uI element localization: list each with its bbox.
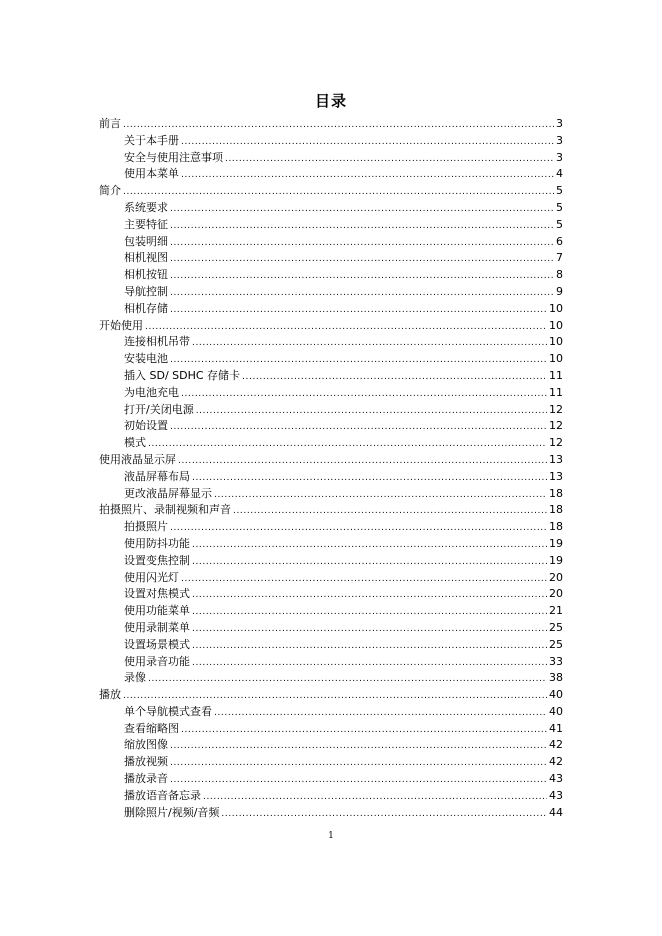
toc-subentry[interactable] <box>99 133 563 150</box>
toc-dot-leader <box>170 772 547 789</box>
toc-dot-leader <box>170 285 554 302</box>
toc-dot-leader <box>192 470 547 487</box>
toc-dot-leader <box>170 268 554 285</box>
toc-entry-page: 10 <box>549 301 563 315</box>
toc-dot-leader <box>181 134 554 151</box>
toc-dot-leader <box>170 738 547 755</box>
toc-subentry[interactable] <box>99 670 563 687</box>
toc-subentry[interactable] <box>99 788 563 805</box>
toc-subentry[interactable] <box>99 570 563 587</box>
toc-entry-page: 41 <box>549 721 563 735</box>
table-of-contents <box>99 116 563 821</box>
toc-entry-label: 录像 <box>124 671 146 685</box>
toc-entry-page: 43 <box>549 788 563 802</box>
toc-entry-label: 系统要求 <box>124 200 168 214</box>
toc-entry-label: 播放视频 <box>124 755 168 769</box>
toc-subentry[interactable] <box>99 704 563 721</box>
toc-dot-leader <box>192 655 547 672</box>
toc-subentry[interactable] <box>99 553 563 570</box>
toc-subentry[interactable] <box>99 402 563 419</box>
toc-entry-page: 11 <box>549 385 563 399</box>
toc-entry-page: 5 <box>556 217 563 231</box>
toc-entry-label: 单个导航模式查看 <box>124 704 212 718</box>
toc-entry-label: 删除照片/视频/音频 <box>124 805 220 819</box>
toc-subentry[interactable] <box>99 385 563 402</box>
toc-entry-page: 25 <box>549 637 563 651</box>
toc-entry-page: 4 <box>556 167 563 181</box>
toc-entry-page: 10 <box>549 318 563 332</box>
toc-entry-page: 3 <box>556 133 563 147</box>
toc-entry-label: 安装电池 <box>124 352 168 366</box>
toc-entry-page: 38 <box>549 671 563 685</box>
toc-entry-label: 导航控制 <box>124 284 168 298</box>
toc-entry-label: 插入 SD/ SDHC 存储卡 <box>124 368 241 382</box>
toc-entry-label: 查看缩略图 <box>124 721 179 735</box>
toc-dot-leader <box>181 167 554 184</box>
toc-entry-label: 初始设置 <box>124 419 168 433</box>
toc-dot-leader <box>148 671 547 688</box>
toc-subentry[interactable] <box>99 805 563 822</box>
toc-entry-label: 包装明细 <box>124 234 168 248</box>
toc-dot-leader <box>170 352 547 369</box>
toc-entry-page: 12 <box>549 436 563 450</box>
toc-entry-label: 为电池充电 <box>124 385 179 399</box>
toc-entry-label: 开始使用 <box>99 318 143 332</box>
toc-entry-label: 安全与使用注意事项 <box>124 150 223 164</box>
toc-entry-page: 9 <box>556 284 563 298</box>
toc-dot-leader <box>225 151 554 168</box>
toc-entry-page: 7 <box>556 251 563 265</box>
toc-entry-label: 使用本菜单 <box>124 167 179 181</box>
toc-entry-label: 相机按钮 <box>124 268 168 282</box>
toc-subentry[interactable] <box>99 334 563 351</box>
toc-dot-leader <box>170 201 554 218</box>
toc-entry-page: 13 <box>549 469 563 483</box>
toc-entry-label: 拍摄照片、录制视频和声音 <box>99 503 231 517</box>
toc-dot-leader <box>233 503 547 520</box>
toc-subentry[interactable] <box>99 200 563 217</box>
toc-subentry[interactable] <box>99 536 563 553</box>
toc-entry[interactable] <box>99 318 563 335</box>
toc-entry-label: 前言 <box>99 117 121 130</box>
toc-entry-page: 18 <box>549 486 563 500</box>
toc-dot-leader <box>192 537 547 554</box>
toc-entry-page: 40 <box>549 704 563 718</box>
toc-entry-page: 6 <box>556 234 563 248</box>
toc-entry-label: 主要特征 <box>124 217 168 231</box>
toc-entry-page: 20 <box>549 570 563 584</box>
toc-subentry[interactable] <box>99 603 563 620</box>
toc-dot-leader <box>214 705 547 722</box>
toc-entry-label: 液晶屏幕布局 <box>124 469 190 483</box>
toc-subentry[interactable] <box>99 150 563 167</box>
toc-dot-leader <box>148 436 547 453</box>
toc-entry-label: 相机存储 <box>124 301 168 315</box>
toc-subentry[interactable] <box>99 654 563 671</box>
toc-entry-label: 使用防抖功能 <box>124 536 190 550</box>
toc-entry-label: 使用闪光灯 <box>124 570 179 584</box>
toc-dot-leader <box>123 688 547 705</box>
toc-entry-page: 18 <box>549 503 563 517</box>
toc-dot-leader <box>203 789 547 806</box>
toc-dot-leader <box>192 554 547 571</box>
toc-entry-label: 关于本手册 <box>124 133 179 147</box>
toc-entry-page: 21 <box>549 604 563 618</box>
toc-subentry[interactable] <box>99 637 563 654</box>
toc-entry-label: 设置变焦控制 <box>124 553 190 567</box>
toc-entry-label: 更改液晶屏幕显示 <box>124 486 212 500</box>
toc-subentry[interactable] <box>99 737 563 754</box>
toc-subentry[interactable] <box>99 519 563 536</box>
toc-subentry[interactable] <box>99 368 563 385</box>
toc-dot-leader <box>170 251 554 268</box>
toc-dot-leader <box>181 386 547 403</box>
toc-entry-label: 使用功能菜单 <box>124 604 190 618</box>
toc-entry-label: 打开/关闭电源 <box>124 402 194 416</box>
toc-dot-leader <box>192 621 547 638</box>
toc-entry-page: 12 <box>549 419 563 433</box>
toc-dot-leader <box>221 806 547 823</box>
toc-subentry[interactable] <box>99 771 563 788</box>
toc-subentry[interactable] <box>99 586 563 603</box>
toc-dot-leader <box>170 755 547 772</box>
toc-dot-leader <box>214 487 547 504</box>
toc-subentry[interactable] <box>99 284 563 301</box>
toc-dot-leader <box>192 638 547 655</box>
toc-dot-leader <box>123 184 554 201</box>
toc-entry-label: 设置场景模式 <box>124 637 190 651</box>
toc-entry-page: 8 <box>556 268 563 282</box>
toc-entry-label: 模式 <box>124 436 146 450</box>
toc-entry-page: 20 <box>549 587 563 601</box>
toc-dot-leader <box>181 571 547 588</box>
toc-dot-leader <box>192 335 547 352</box>
toc-subentry[interactable] <box>99 418 563 435</box>
page-title: 目录 <box>314 92 347 110</box>
toc-entry-page: 13 <box>549 452 563 466</box>
toc-entry-page: 5 <box>556 184 563 198</box>
toc-dot-leader <box>170 419 547 436</box>
toc-entry-label: 播放录音 <box>124 772 168 786</box>
page-number: 1 <box>328 831 334 841</box>
toc-entry-page: 42 <box>549 755 563 769</box>
toc-subentry[interactable] <box>99 301 563 318</box>
toc-subentry[interactable] <box>99 486 563 503</box>
toc-entry-page: 3 <box>556 117 563 130</box>
toc-subentry[interactable] <box>99 217 563 234</box>
toc-subentry[interactable] <box>99 435 563 452</box>
toc-subentry[interactable] <box>99 469 563 486</box>
toc-entry[interactable] <box>99 687 563 704</box>
toc-dot-leader <box>170 302 547 319</box>
toc-entry-label: 简介 <box>99 184 121 198</box>
toc-entry-page: 25 <box>549 620 563 634</box>
toc-entry-page: 33 <box>549 654 563 668</box>
toc-dot-leader <box>178 453 547 470</box>
toc-entry-page: 10 <box>549 335 563 349</box>
toc-dot-leader <box>181 722 547 739</box>
toc-entry-label: 拍摄照片 <box>124 520 168 534</box>
toc-entry-page: 44 <box>549 805 563 819</box>
toc-entry-page: 43 <box>549 772 563 786</box>
toc-entry[interactable] <box>99 183 563 200</box>
toc-entry-page: 3 <box>556 150 563 164</box>
toc-dot-leader <box>145 319 547 336</box>
toc-dot-leader <box>123 117 554 134</box>
toc-dot-leader <box>170 235 554 252</box>
toc-entry-page: 10 <box>549 352 563 366</box>
toc-entry-label: 使用液晶显示屏 <box>99 452 176 466</box>
toc-entry[interactable] <box>99 116 563 133</box>
toc-dot-leader <box>170 520 547 537</box>
toc-entry-label: 使用录音功能 <box>124 654 190 668</box>
toc-dot-leader <box>170 218 554 235</box>
toc-entry-label: 播放语音备忘录 <box>124 788 201 802</box>
toc-entry-label: 连接相机吊带 <box>124 335 190 349</box>
toc-entry-label: 播放 <box>99 688 121 702</box>
toc-subentry[interactable] <box>99 267 563 284</box>
toc-entry-label: 缩放图像 <box>124 738 168 752</box>
toc-subentry[interactable] <box>99 234 563 251</box>
toc-entry-label: 设置对焦模式 <box>124 587 190 601</box>
toc-subentry[interactable] <box>99 754 563 771</box>
toc-entry-label: 相机视图 <box>124 251 168 265</box>
toc-dot-leader <box>242 369 547 386</box>
toc-entry-page: 40 <box>549 688 563 702</box>
toc-subentry[interactable] <box>99 250 563 267</box>
toc-entry-page: 5 <box>556 200 563 214</box>
toc-entry-page: 19 <box>549 553 563 567</box>
toc-subentry[interactable] <box>99 620 563 637</box>
toc-dot-leader <box>192 604 547 621</box>
toc-subentry[interactable] <box>99 351 563 368</box>
toc-entry-label: 使用录制菜单 <box>124 620 190 634</box>
toc-entry-page: 11 <box>549 368 563 382</box>
toc-entry-page: 12 <box>549 402 563 416</box>
toc-entry-page: 42 <box>549 738 563 752</box>
toc-entry[interactable] <box>99 452 563 469</box>
toc-dot-leader <box>196 403 547 420</box>
toc-dot-leader <box>192 587 547 604</box>
toc-entry-page: 18 <box>549 520 563 534</box>
toc-subentry[interactable] <box>99 721 563 738</box>
toc-subentry[interactable] <box>99 166 563 183</box>
toc-entry-page: 19 <box>549 536 563 550</box>
toc-entry[interactable] <box>99 502 563 519</box>
